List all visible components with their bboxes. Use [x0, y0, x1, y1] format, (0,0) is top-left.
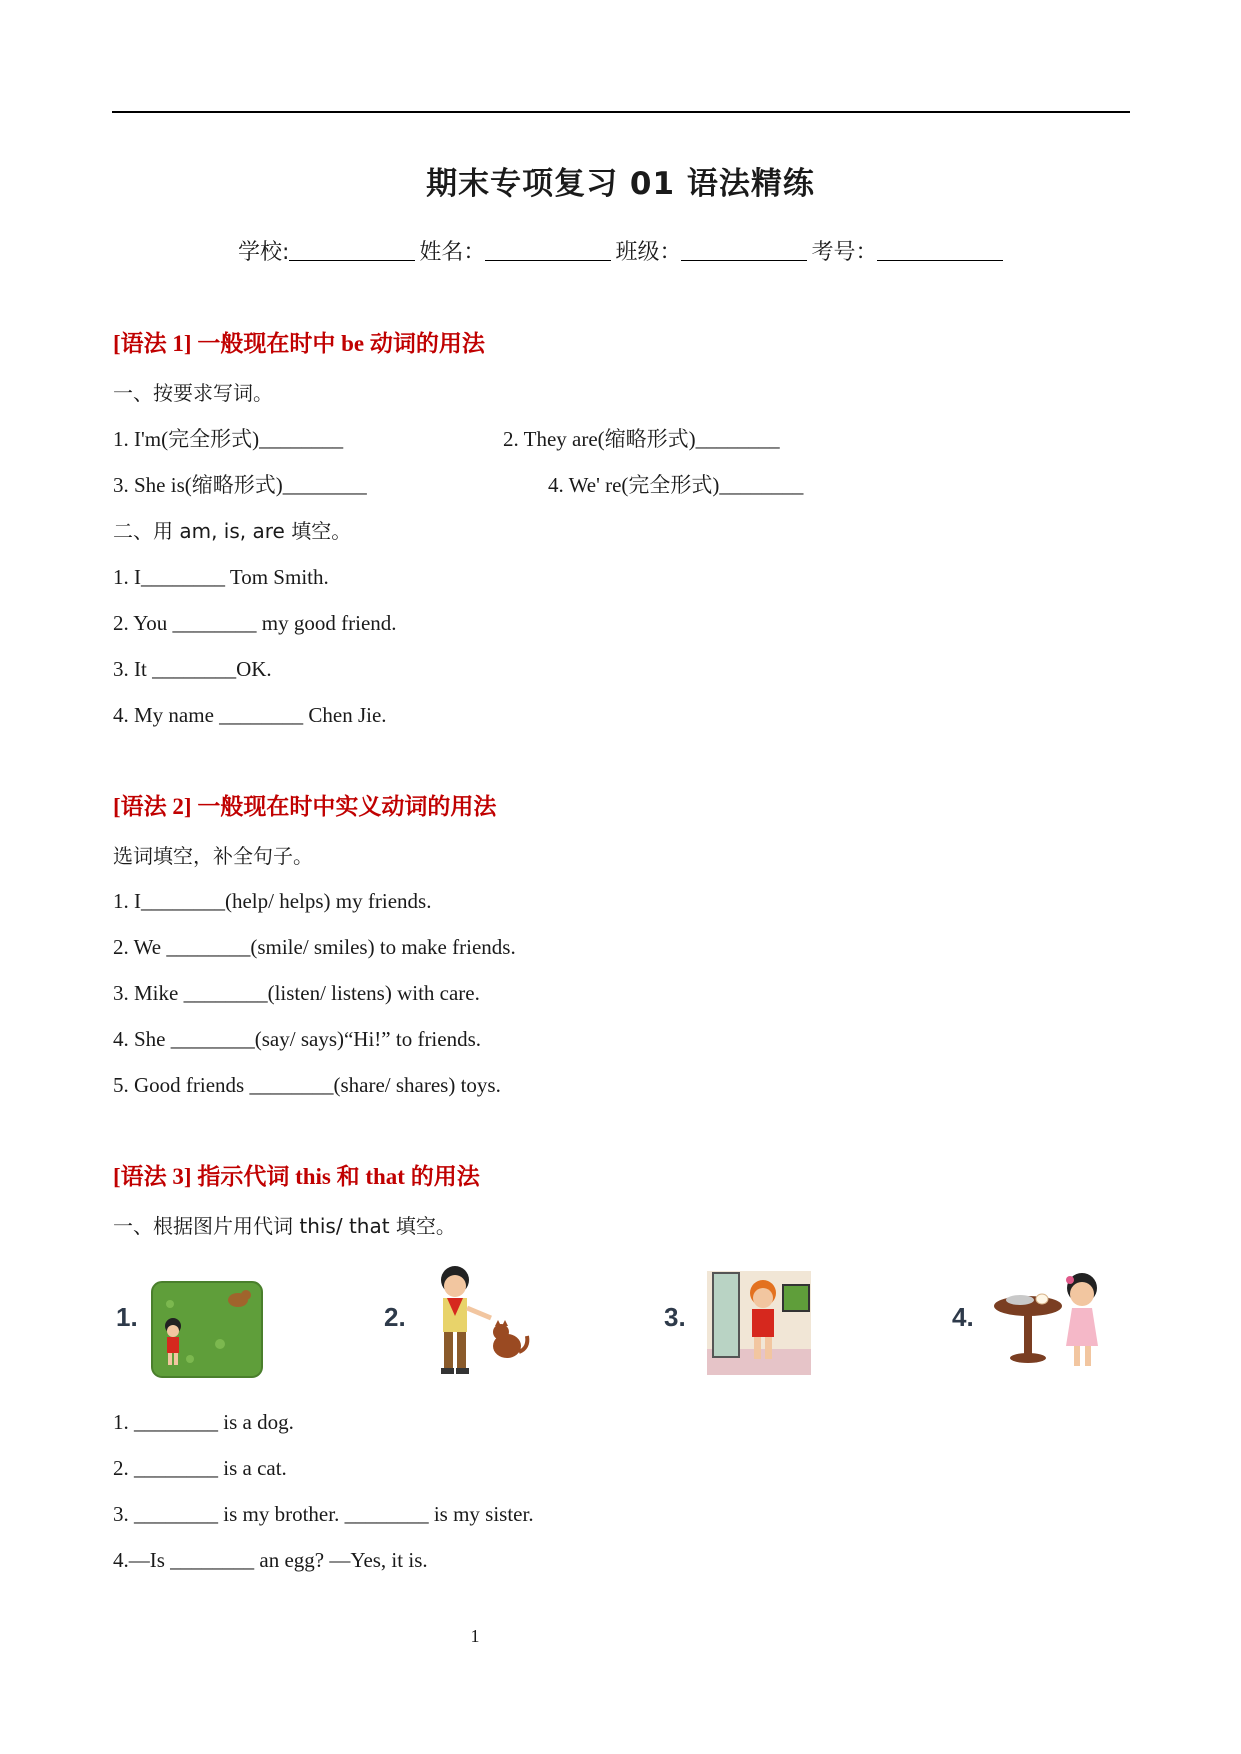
student-info-row — [238, 235, 1005, 266]
grammar3-heading: [语法 3] 指示代词 this 和 that 的用法 — [113, 1164, 480, 1189]
grammar3-s2: 2. ________ is a cat. — [113, 1456, 287, 1480]
girl-dog-picture — [150, 1268, 265, 1388]
grammar2-s3: 3. Mike ________(listen/ listens) with care. — [113, 981, 480, 1005]
grammar1-s3: 3. It ________OK. — [113, 657, 272, 681]
picture1-number: 1. — [116, 1302, 138, 1332]
girl-table-egg-picture — [990, 1264, 1108, 1384]
school-blank[interactable] — [289, 240, 415, 261]
grammar1-part1-instruction: 一、按要求写词。 — [113, 381, 273, 405]
grammar3-s1: 1. ________ is a dog. — [113, 1410, 294, 1434]
class-label: 班级： — [615, 240, 682, 265]
name-blank[interactable] — [485, 240, 611, 261]
grammar1-q4: 4. We' re(完全形式)________ — [548, 473, 804, 497]
grammar1-s2: 2. You ________ my good friend. — [113, 611, 397, 635]
grammar1-part2-instruction: 二、用 am, is, are 填空。 — [113, 519, 352, 543]
boy-mirror-picture — [705, 1262, 815, 1382]
grammar1-q3: 3. She is(缩略形式)________ — [113, 473, 367, 497]
number-label: 考号： — [811, 240, 878, 265]
grammar1-q1: 1. I'm(完全形式)________ — [113, 427, 344, 451]
boy-cat-picture — [425, 1262, 535, 1382]
picture4-number: 4. — [952, 1302, 974, 1332]
grammar2-heading: [语法 2] 一般现在时中实义动词的用法 — [113, 794, 497, 819]
grammar3-instruction: 一、根据图片用代词 this/ that 填空。 — [113, 1214, 456, 1238]
picture3-number: 3. — [664, 1302, 686, 1332]
picture2-number: 2. — [384, 1302, 406, 1332]
grammar2-s5: 5. Good friends ________(share/ shares) toys. — [113, 1073, 501, 1097]
top-rule — [112, 111, 1130, 113]
grammar2-s1: 1. I________(help/ helps) my friends. — [113, 889, 432, 913]
grammar2-s4: 4. She ________(say/ says)“Hi!” to friends. — [113, 1027, 482, 1051]
grammar1-s1: 1. I________ Tom Smith. — [113, 565, 329, 589]
page-title: 期末专项复习 01 语法精练 — [426, 166, 815, 202]
grammar1-s4: 4. My name ________ Chen Jie. — [113, 703, 387, 727]
grammar2-instruction: 选词填空，补全句子。 — [113, 844, 313, 868]
name-label: 姓名： — [419, 240, 486, 265]
page-number: 1 — [470, 1626, 480, 1646]
grammar1-heading: [语法 1] 一般现在时中 be 动词的用法 — [113, 331, 485, 356]
grammar1-q2: 2. They are(缩略形式)________ — [503, 427, 780, 451]
grammar3-s4: 4.—Is ________ an egg? —Yes, it is. — [113, 1548, 428, 1572]
number-blank[interactable] — [877, 240, 1003, 261]
grammar2-s2: 2. We ________(smile/ smiles) to make friends. — [113, 935, 516, 959]
school-label: 学校: — [238, 240, 290, 265]
grammar3-s3: 3. ________ is my brother. ________ is my sister. — [113, 1502, 534, 1526]
class-blank[interactable] — [681, 240, 807, 261]
